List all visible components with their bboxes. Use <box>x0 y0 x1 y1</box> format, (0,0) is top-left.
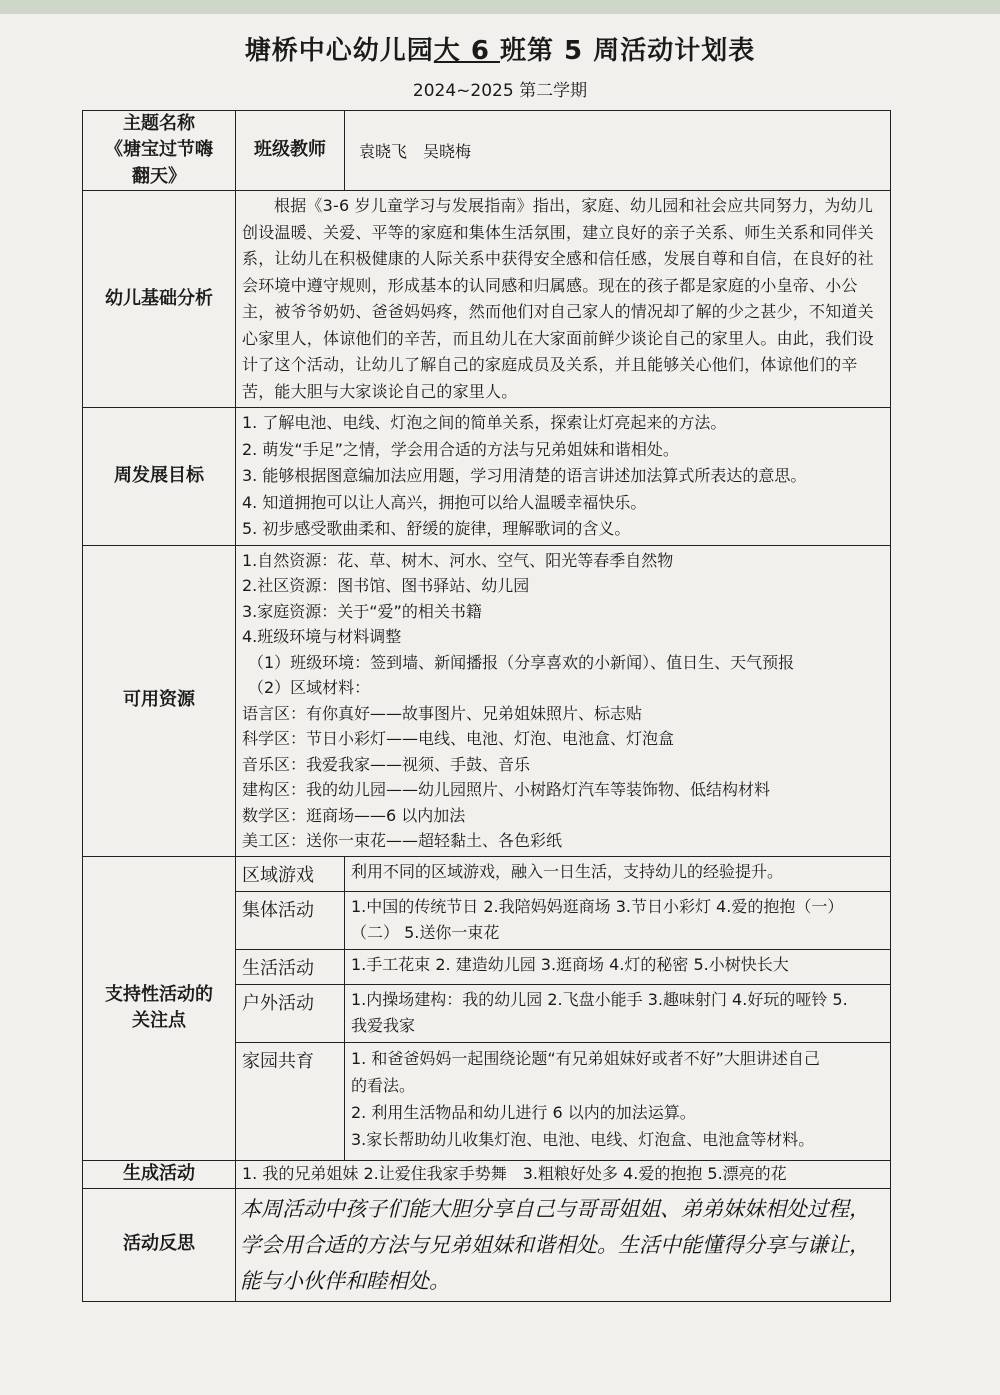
outdoor-activity-line: 我爱我家 <box>351 1016 416 1035</box>
resource-line: 美工区：送你一束花——超轻黏土、各色彩纸 <box>242 831 563 850</box>
analysis-text: 根据《3-6 岁儿童学习与发展指南》指出，家庭、幼儿园和社会应共同努力，为幼儿创设温暖、关爱、平等的家庭和集体生活氛围，建立良好的亲子关系、师生关系和同伴关系，让幼儿在积极健康的人际关系中获得安全感和信任感，发展自尊和自信，在良好的社会环境中遵守规则，形成基本的认同感和归属感。现在的孩子都是家庭的小皇帝、小公主，被爷爷奶奶、爸爸妈妈疼，然而他们对自己家人的情况却了解的少之甚少，不知道关心家里人，体谅他们的辛苦，而且幼儿在大家面前鲜少谈论自己的家里人。由此，我们设计了这个活动，让幼儿了解自己的家庭成员及关系，并且能够关心他们，体谅他们的辛苦，能大胆与大家谈论自己的家里人。 <box>236 191 891 408</box>
outdoor-activity-line: 1.内操场建构：我的幼儿园 2.飞盘小能手 3.趣味射门 4.好玩的哑铃 5. <box>351 989 848 1009</box>
goals-list <box>236 408 891 546</box>
goals-label: 周发展目标 <box>83 408 236 546</box>
resources-list <box>236 545 891 856</box>
resource-line: （1）班级环境：签到墙、新闻播报（分享喜欢的小新闻）、值日生、天气预报 <box>248 652 795 672</box>
reflection-row <box>83 1188 891 1301</box>
goals-row <box>83 408 891 546</box>
home-coop-label: 家园共育 <box>236 1042 345 1160</box>
area-game-line: 利用不同的区域游戏，融入一日生活，支持幼儿的经验提升。 <box>351 861 784 881</box>
home-coop-line: 1. 和爸爸妈妈一起围绕论题“有兄弟姐妹好或者不好”大胆讲述自己 <box>351 1048 820 1068</box>
teacher-names: 袁晓飞 吴晓梅 <box>345 111 891 191</box>
life-activity-line: 1.手工花束 2. 建造幼儿园 3.逛商场 4.灯的秘密 5.小树快长大 <box>351 954 789 974</box>
area-game-text <box>345 856 891 891</box>
resource-line: 2.社区资源：图书馆、图书驿站、幼儿园 <box>242 576 530 595</box>
goal-item: 5. 初步感受歌曲柔和、舒缓的旋律，理解歌词的含义。 <box>242 519 631 538</box>
life-activity-label: 生活活动 <box>236 949 345 984</box>
life-activity-text <box>345 949 891 984</box>
outdoor-activity-label: 户外活动 <box>236 984 345 1042</box>
goal-item: 1. 了解电池、电线、灯泡之间的简单关系，探索让灯亮起来的方法。 <box>242 413 727 432</box>
teacher-label: 班级教师 <box>236 111 345 191</box>
resource-line: 建构区：我的幼儿园——幼儿园照片、小树路灯汽车等装饰物、低结构材料 <box>242 780 771 799</box>
group-activity-line: （二） 5.送你一束花 <box>351 923 500 942</box>
resource-line: 4.班级环境与材料调整 <box>242 627 402 646</box>
title-prefix: 塘桥中心幼儿园 <box>244 36 434 66</box>
support-row-area <box>83 856 891 891</box>
theme-row <box>83 111 891 191</box>
group-activity-text <box>345 891 891 949</box>
title-class: 大 6 <box>433 36 500 66</box>
resource-line: （2）区域材料： <box>248 678 371 697</box>
generated-label: 生成活动 <box>83 1160 236 1188</box>
title-suffix: 班第 5 周活动计划表 <box>500 36 756 66</box>
group-activity-line: 1.中国的传统节日 2.我陪妈妈逛商场 3.节日小彩灯 4.爱的抱抱（一） <box>351 896 844 916</box>
plan-table <box>82 110 891 1302</box>
resource-line: 数学区：逛商场——6 以内加法 <box>242 805 466 825</box>
home-coop-text <box>345 1042 891 1160</box>
analysis-row <box>83 191 891 408</box>
home-coop-line: 3.家长帮助幼儿收集灯泡、电池、电线、灯泡盒、电池盒等材料。 <box>351 1129 815 1149</box>
goal-item: 3. 能够根据图意编加法应用题，学习用清楚的语言讲述加法算式所表达的意思。 <box>242 466 807 485</box>
reflection-handwritten-text: 本周活动中孩子们能大胆分享自己与哥哥姐姐、弟弟妹妹相处过程，学会用合适的方法与兄弟姐妹和谐相处。生活中能懂得分享与谦让，能与小伙伴和睦相处。 <box>236 1188 891 1301</box>
home-coop-line: 的看法。 <box>351 1075 416 1095</box>
analysis-label: 幼儿基础分析 <box>83 191 236 408</box>
resources-label: 可用资源 <box>83 545 236 856</box>
goal-item: 2. 萌发“手足”之情，学会用合适的方法与兄弟姐妹和谐相处。 <box>242 439 679 459</box>
group-activity-label: 集体活动 <box>236 891 345 949</box>
resource-line: 3.家庭资源：关于“爱”的相关书籍 <box>242 601 482 621</box>
resource-line: 语言区：有你真好——故事图片、兄弟姐妹照片、标志贴 <box>242 703 643 723</box>
page-title <box>0 30 1000 67</box>
area-game-label: 区域游戏 <box>236 856 345 891</box>
goal-item: 4. 知道拥抱可以让人高兴，拥抱可以给人温暖幸福快乐。 <box>242 492 647 512</box>
resources-row <box>83 545 891 856</box>
resource-line: 1.自然资源：花、草、树木、河水、空气、阳光等春季自然物 <box>242 550 674 570</box>
reflection-label: 活动反思 <box>83 1188 236 1301</box>
support-label: 支持性活动的关注点 <box>83 856 236 1160</box>
resource-line: 科学区：节日小彩灯——电线、电池、灯泡、电池盒、灯泡盒 <box>242 729 675 748</box>
term-subtitle: 2024~2025 第二学期 <box>412 81 588 101</box>
home-coop-line: 2. 利用生活物品和幼儿进行 6 以内的加法运算。 <box>351 1102 696 1122</box>
theme-label: 主题名称 <box>123 113 195 135</box>
generated-row <box>83 1160 891 1188</box>
photo-top-edge <box>0 0 1000 14</box>
resource-line: 音乐区：我爱我家——视须、手鼓、音乐 <box>242 754 531 774</box>
theme-cell <box>83 111 236 191</box>
theme-name: 《塘宝过节嗨翻天》 <box>105 139 213 187</box>
generated-text: 1. 我的兄弟姐妹 2.让爱住我家手势舞 3.粗粮好处多 4.爱的抱抱 5.漂亮的花 <box>236 1160 891 1188</box>
outdoor-activity-text <box>345 984 891 1042</box>
